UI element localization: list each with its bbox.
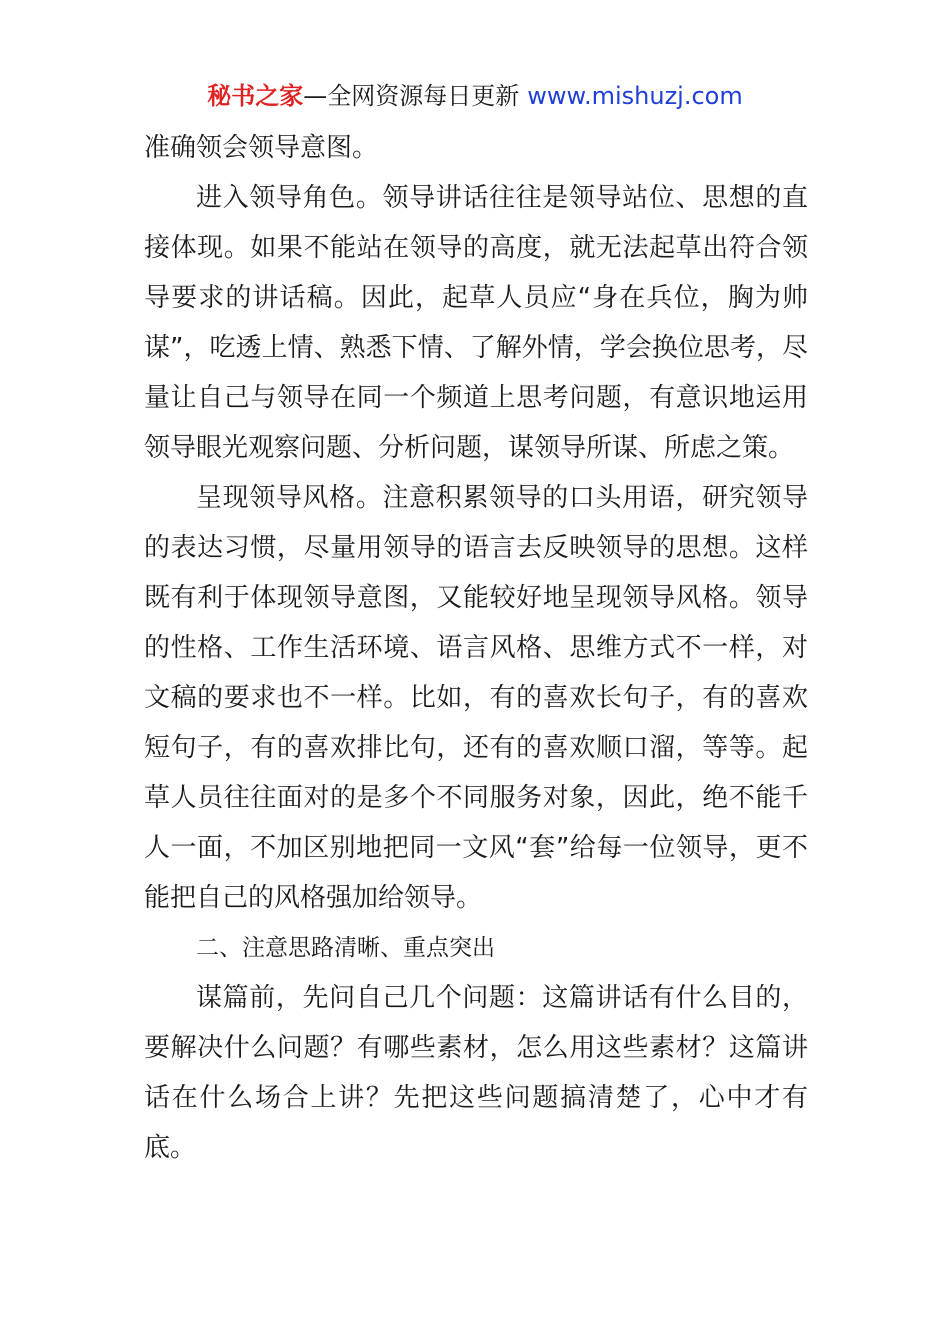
site-header (0, 78, 950, 114)
paragraph-3: 呈现领导风格。注意积累领导的口头用语，研究领导的表达习惯，尽量用领导的语言去反映领导的思想。这样既有利于体现领导意图，又能较好地呈现领导风格。领导的性格、工作生活环境、语言风格、思维方式不一样，对文稿的要求也不一样。比如，有的喜欢长句子，有的喜欢短句子，有的喜欢排比句，还有的喜欢顺口溜，等等。起草人员往往面对的是多个不同服务对象，因此，绝不能千人一面，不加区别地把同一文风“套”给每一位领导，更不能把自己的风格强加给领导。 (144, 483, 808, 913)
site-url[interactable]: www.mishuzj.com (527, 82, 743, 110)
paragraph-4: 谋篇前，先问自己几个问题：这篇讲话有什么目的，要解决什么问题？有哪些素材，怎么用这些素材？这篇讲话在什么场合上讲？先把这些问题搞清楚了，心中才有底。 (144, 983, 808, 1163)
brand-name: 秘书之家 (207, 82, 304, 110)
paragraph-2: 进入领导角色。领导讲话往往是领导站位、思想的直接体现。如果不能站在领导的高度，就无法起草出符合领导要求的讲话稿。因此，起草人员应“身在兵位，胸为帅谋”，吃透上情、熟悉下情、了解外情，学会换位思考，尽量让自己与领导在同一个频道上思考问题，有意识地运用领导眼光观察问题、分析问题，谋领导所谋、所虑之策。 (144, 183, 808, 463)
section-heading: 二、注意思路清晰、重点突出 (196, 935, 495, 961)
header-dash: — (303, 82, 328, 110)
paragraph-1: 准确领会领导意图。 (144, 133, 379, 163)
document-body (144, 123, 808, 1173)
header-slogan: 全网资源每日更新 (327, 82, 520, 110)
